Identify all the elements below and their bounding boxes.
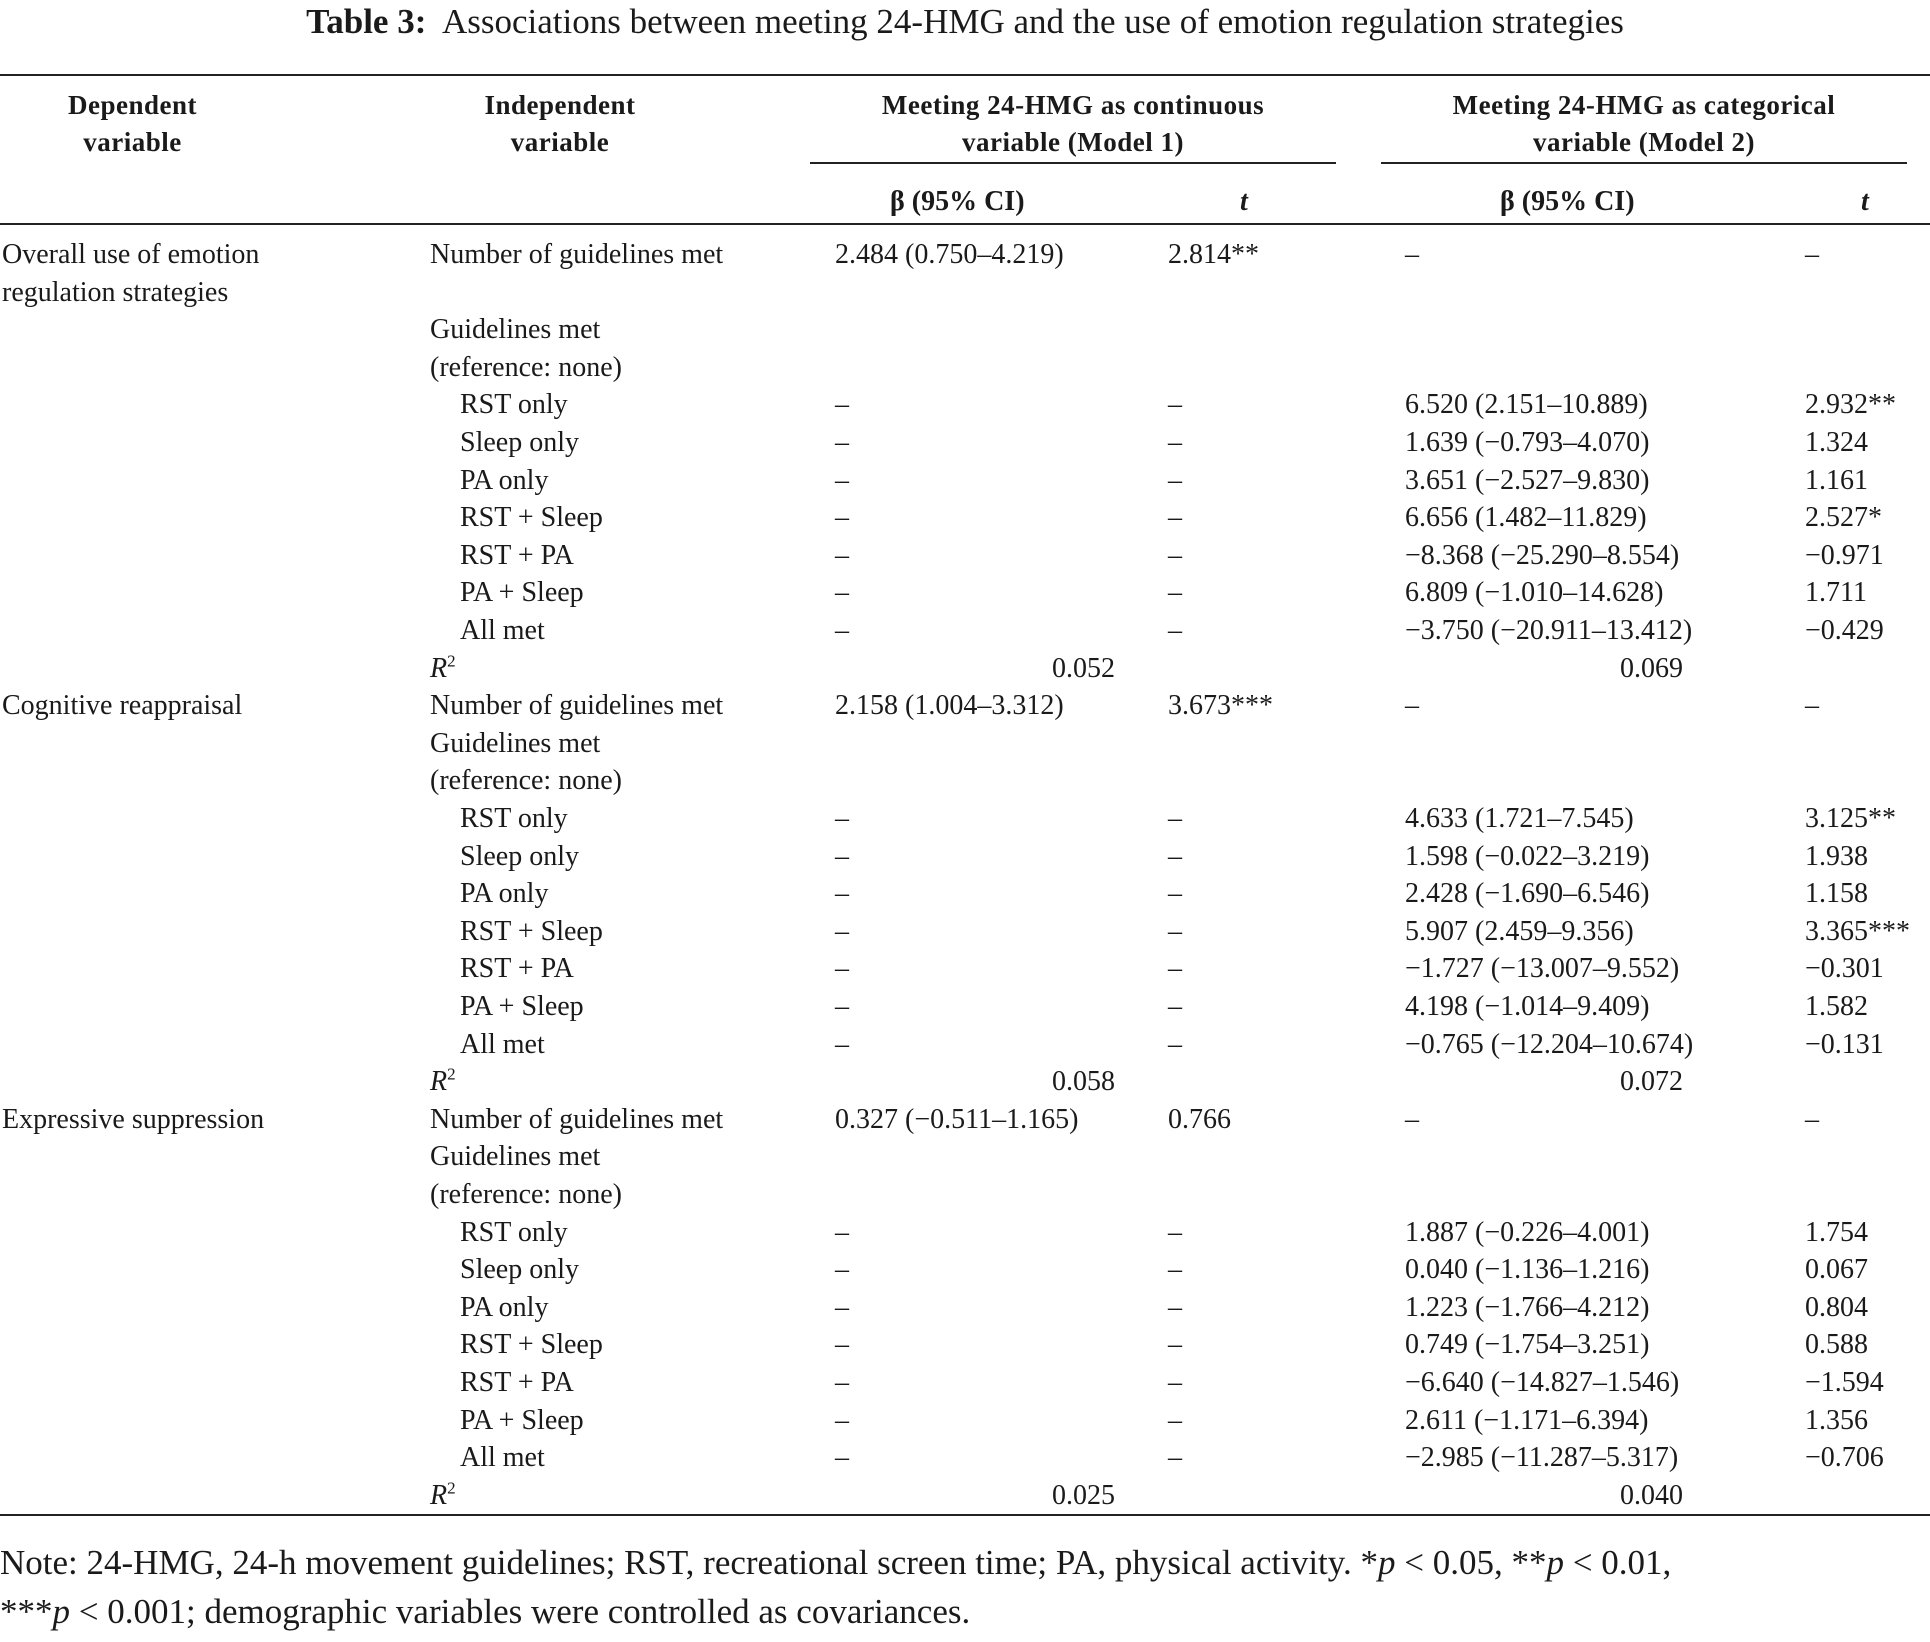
r-squared-model1: 0.058	[1052, 1066, 1115, 1098]
header-independent-line1: Independent	[484, 90, 636, 120]
note-text-a: Note: 24-HMG, 24-h movement guidelines; RST, recreational screen time; PA, physical activity. *	[0, 1543, 1378, 1582]
t-model1-cell: –	[1168, 389, 1182, 421]
t-model2-cell: −1.594	[1805, 1367, 1884, 1398]
header-t-model2	[1861, 182, 1869, 222]
model1-underline	[810, 162, 1336, 164]
note-text-e: < 0.001; demographic variables were controlled as covariances.	[70, 1592, 971, 1631]
beta-model2-cell: −1.727 (−13.007–9.552)	[1405, 953, 1680, 985]
guidelines-met-label: Guidelines met	[430, 1141, 601, 1173]
table-note	[0, 1538, 1930, 1636]
t-model1-cell: –	[1168, 915, 1182, 947]
beta-model2-cell: 3.651 (−2.527–9.830)	[1405, 464, 1650, 496]
beta-model1-cell: –	[835, 389, 849, 421]
r-squared-label	[430, 1477, 456, 1514]
table-row-label: PA only	[460, 464, 549, 496]
t-model2-cell: −0.706	[1805, 1442, 1884, 1474]
t-model1-cell: –	[1168, 878, 1182, 910]
t-model1-cell: –	[1168, 991, 1182, 1022]
beta-model1-cell: 0.327 (−0.511–1.165)	[835, 1103, 1079, 1135]
t-model1-cell: 2.814**	[1168, 239, 1259, 270]
r2-symbol: R	[430, 652, 448, 684]
table-row-label: RST + PA	[460, 1367, 574, 1398]
header-t-model1-text: t	[1240, 186, 1248, 217]
beta-model1-cell: –	[835, 840, 849, 872]
t-model1-cell: –	[1168, 615, 1182, 646]
beta-model1-cell: –	[835, 577, 849, 609]
beta-model1-cell: –	[835, 1254, 849, 1286]
t-model2-cell: –	[1805, 690, 1819, 722]
t-model1-cell: –	[1168, 840, 1182, 872]
t-model1-cell: –	[1168, 1404, 1182, 1436]
t-model2-cell: 0.067	[1805, 1254, 1868, 1286]
table-row-label: Sleep only	[460, 1254, 579, 1286]
table-caption: Associations between meeting 24-HMG and the use of emotion regulation strategies	[441, 2, 1624, 41]
table-row-label: PA only	[460, 1291, 549, 1323]
t-model2-cell: 0.804	[1805, 1291, 1868, 1323]
t-model1-cell: –	[1168, 577, 1182, 609]
table-row-label: RST + Sleep	[460, 915, 603, 947]
beta-model1-cell: –	[835, 953, 849, 985]
t-model2-cell: −0.131	[1805, 1028, 1884, 1060]
t-model1-cell: –	[1168, 1254, 1182, 1286]
header-independent-line2: variable	[510, 127, 610, 157]
beta-model1-cell: –	[835, 1442, 849, 1474]
header-model2-line1: Meeting 24-HMG as categorical	[1452, 90, 1836, 120]
t-model2-cell: 1.161	[1805, 464, 1868, 496]
guidelines-met-label: (reference: none)	[430, 351, 622, 383]
t-model1-cell: –	[1168, 427, 1182, 458]
beta-model2-cell: 0.749 (−1.754–3.251)	[1405, 1329, 1650, 1361]
r-squared-label	[430, 650, 456, 687]
header-dependent	[0, 87, 265, 161]
beta-model2-cell: 1.639 (−0.793–4.070)	[1405, 427, 1650, 458]
beta-model1-cell: –	[835, 615, 849, 646]
t-model2-cell: 2.932**	[1805, 389, 1896, 421]
header-beta-model1: β (95% CI)	[890, 186, 1025, 217]
t-model1-cell: –	[1168, 803, 1182, 834]
t-model2-cell: 2.527*	[1805, 502, 1882, 534]
beta-model2-cell: 4.633 (1.721–7.545)	[1405, 803, 1634, 834]
table-row-label: RST only	[460, 803, 568, 834]
r-squared-label	[430, 1063, 456, 1100]
beta-model2-cell: 6.520 (2.151–10.889)	[1405, 389, 1648, 421]
t-model2-cell: 3.365***	[1805, 915, 1910, 947]
t-model1-cell: –	[1168, 1442, 1182, 1474]
beta-model1-cell: –	[835, 1329, 849, 1361]
t-model2-cell: 1.938	[1805, 840, 1868, 872]
t-model1-cell: –	[1168, 953, 1182, 985]
r-squared-model2: 0.072	[1620, 1066, 1683, 1098]
header-dependent-line2: variable	[83, 127, 182, 157]
header-t-model1	[1240, 182, 1248, 222]
header-t-model2-text: t	[1861, 186, 1869, 217]
beta-model2-cell: −8.368 (−25.290–8.554)	[1405, 539, 1680, 571]
table-row-label: PA only	[460, 878, 549, 910]
dependent-variable-label: Overall use of emotion	[2, 239, 260, 270]
t-model2-cell: –	[1805, 1103, 1819, 1135]
model2-underline	[1381, 162, 1907, 164]
t-model1-cell: –	[1168, 502, 1182, 534]
table-row-label: All met	[460, 1442, 545, 1474]
note-p-1: p	[1378, 1543, 1396, 1582]
beta-model1-cell: –	[835, 464, 849, 496]
table-row-label: RST only	[460, 389, 568, 421]
t-model1-cell: 0.766	[1168, 1103, 1231, 1135]
guidelines-met-label: (reference: none)	[430, 1179, 622, 1210]
r2-superscript: 2	[447, 651, 456, 671]
header-independent	[420, 87, 700, 161]
t-model2-cell: 1.582	[1805, 991, 1868, 1022]
beta-model1-cell: –	[835, 878, 849, 910]
table-row-label: Sleep only	[460, 427, 579, 458]
header-model1-line2: variable (Model 1)	[962, 127, 1184, 157]
r2-superscript: 2	[447, 1064, 456, 1084]
table-row-label: RST + PA	[460, 953, 574, 985]
dependent-variable-label: Cognitive reappraisal	[2, 690, 243, 722]
t-model2-cell: 3.125**	[1805, 803, 1896, 834]
table-row-label: PA + Sleep	[460, 991, 584, 1022]
beta-model2-cell: −3.750 (−20.911–13.412)	[1405, 615, 1693, 646]
table-row-label: PA + Sleep	[460, 577, 584, 609]
table-row-label: PA + Sleep	[460, 1404, 584, 1436]
dependent-variable-label: regulation strategies	[2, 276, 229, 308]
beta-model1-cell: –	[835, 991, 849, 1022]
t-model2-cell: −0.429	[1805, 615, 1884, 646]
beta-model2-cell: 2.611 (−1.171–6.394)	[1405, 1404, 1649, 1436]
beta-model2-cell: 0.040 (−1.136–1.216)	[1405, 1254, 1650, 1286]
header-model2	[1381, 87, 1907, 161]
independent-label: Number of guidelines met	[430, 239, 724, 270]
guidelines-met-label: Guidelines met	[430, 727, 601, 759]
beta-model1-cell: –	[835, 1367, 849, 1398]
table-label: Table 3:	[306, 2, 427, 41]
beta-model1-cell: –	[835, 915, 849, 947]
r-squared-model1: 0.052	[1052, 652, 1115, 684]
beta-model1-cell: 2.484 (0.750–4.219)	[835, 239, 1064, 270]
note-line-1	[0, 1538, 1930, 1587]
t-model2-cell: –	[1805, 239, 1819, 270]
dependent-variable-label: Expressive suppression	[2, 1103, 265, 1135]
beta-model2-cell: 2.428 (−1.690–6.546)	[1405, 878, 1650, 910]
beta-model1-cell: –	[835, 539, 849, 571]
t-model1-cell: –	[1168, 464, 1182, 496]
beta-model2-cell: 4.198 (−1.014–9.409)	[1405, 991, 1650, 1022]
table-row-label: All met	[460, 1028, 545, 1060]
beta-model1-cell: –	[835, 1291, 849, 1323]
table-row-label: RST only	[460, 1216, 568, 1248]
header-beta-model2: β (95% CI)	[1500, 186, 1635, 217]
top-rule	[0, 74, 1930, 76]
t-model2-cell: 1.356	[1805, 1404, 1868, 1436]
beta-model1-cell: –	[835, 427, 849, 458]
beta-model2-cell: –	[1405, 690, 1419, 722]
r2-symbol: R	[430, 1066, 448, 1098]
beta-model1-cell: –	[835, 502, 849, 534]
beta-model2-cell: −6.640 (−14.827–1.546)	[1405, 1367, 1680, 1398]
t-model1-cell: –	[1168, 1216, 1182, 1248]
t-model1-cell: –	[1168, 1028, 1182, 1060]
beta-model1-cell: –	[835, 1404, 849, 1436]
table-title	[0, 0, 1930, 48]
table-row-label: All met	[460, 615, 545, 646]
t-model2-cell: 0.588	[1805, 1329, 1868, 1361]
note-line-2	[0, 1587, 1930, 1636]
beta-model2-cell: −0.765 (−12.204–10.674)	[1405, 1028, 1694, 1060]
note-p-3: p	[52, 1592, 70, 1631]
header-model2-line2: variable (Model 2)	[1533, 127, 1755, 157]
t-model2-cell: 1.754	[1805, 1216, 1868, 1248]
bottom-rule	[0, 1514, 1930, 1516]
header-bottom-rule	[0, 223, 1930, 225]
r-squared-model2: 0.040	[1620, 1479, 1683, 1511]
t-model2-cell: 1.158	[1805, 878, 1868, 910]
t-model1-cell: –	[1168, 1367, 1182, 1398]
beta-model1-cell: –	[835, 1216, 849, 1248]
beta-model2-cell: –	[1405, 1103, 1419, 1135]
table-row-label: RST + Sleep	[460, 1329, 603, 1361]
guidelines-met-label: (reference: none)	[430, 765, 622, 797]
beta-model2-cell: 1.887 (−0.226–4.001)	[1405, 1216, 1650, 1248]
t-model2-cell: −0.971	[1805, 539, 1884, 571]
beta-model2-cell: 1.598 (−0.022–3.219)	[1405, 840, 1650, 872]
beta-model2-cell: –	[1405, 239, 1419, 270]
t-model2-cell: 1.324	[1805, 427, 1868, 458]
t-model1-cell: –	[1168, 539, 1182, 571]
table-row-label: RST + Sleep	[460, 502, 603, 534]
r-squared-model2: 0.069	[1620, 652, 1683, 684]
header-dependent-line1: Dependent	[67, 90, 197, 120]
beta-model2-cell: 6.809 (−1.010–14.628)	[1405, 577, 1664, 609]
beta-model2-cell: −2.985 (−11.287–5.317)	[1405, 1442, 1679, 1474]
note-text-b: < 0.05, **	[1395, 1543, 1547, 1582]
beta-model1-cell: –	[835, 803, 849, 834]
note-text-c: < 0.01,	[1564, 1543, 1672, 1582]
header-model1-line1: Meeting 24-HMG as continuous	[881, 90, 1265, 120]
r-squared-model1: 0.025	[1052, 1479, 1115, 1511]
table-row-label: Sleep only	[460, 840, 579, 872]
beta-model2-cell: 6.656 (1.482–11.829)	[1405, 502, 1647, 534]
note-text-d: ***	[0, 1592, 53, 1631]
beta-model2-cell: 1.223 (−1.766–4.212)	[1405, 1291, 1650, 1323]
t-model1-cell: –	[1168, 1329, 1182, 1361]
independent-label: Number of guidelines met	[430, 690, 724, 722]
t-model1-cell: –	[1168, 1291, 1182, 1323]
r2-symbol: R	[430, 1479, 448, 1511]
t-model2-cell: 1.711	[1805, 577, 1867, 609]
t-model2-cell: −0.301	[1805, 953, 1884, 985]
guidelines-met-label: Guidelines met	[430, 314, 601, 346]
beta-model1-cell: –	[835, 1028, 849, 1060]
table-row-label: RST + PA	[460, 539, 574, 571]
beta-model1-cell: 2.158 (1.004–3.312)	[835, 690, 1064, 722]
beta-model2-cell: 5.907 (2.459–9.356)	[1405, 915, 1634, 947]
independent-label: Number of guidelines met	[430, 1103, 724, 1135]
t-model1-cell: 3.673***	[1168, 690, 1273, 722]
r2-superscript: 2	[447, 1478, 456, 1498]
header-model1	[810, 87, 1336, 161]
note-p-2: p	[1546, 1543, 1564, 1582]
